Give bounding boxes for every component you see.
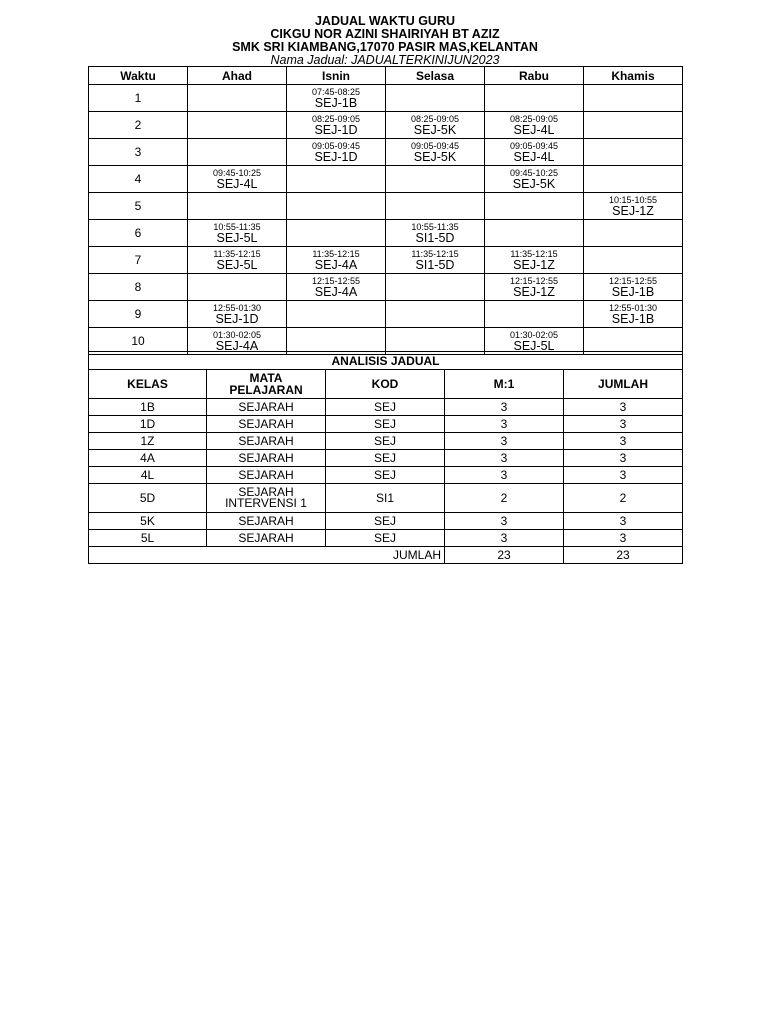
- slot-selasa: [386, 85, 485, 112]
- analysis-row: [89, 433, 683, 450]
- analysis-row: [89, 399, 683, 416]
- cell-m1: 3: [445, 416, 564, 433]
- slot-class: SEJ-1Z: [513, 284, 555, 299]
- slot-class: SEJ-1D: [314, 149, 358, 164]
- slot-time: 08:25-09:05: [509, 113, 559, 124]
- cell-jumlah: 3: [564, 399, 683, 416]
- slot-ahad: [188, 220, 287, 247]
- header-selasa: Selasa: [386, 67, 485, 85]
- period-number: 9: [89, 301, 188, 328]
- timetable-row: [89, 193, 683, 220]
- slot-class: SEJ-1B: [611, 284, 655, 299]
- slot-time: 08:25-09:05: [410, 113, 460, 124]
- slot-class: SEJ-1Z: [612, 203, 654, 218]
- cell-m1: 2: [445, 484, 564, 513]
- slot-time: 12:15-12:55: [509, 275, 559, 286]
- slot-time: 12:15-12:55: [311, 275, 361, 286]
- slot-selasa: [386, 166, 485, 193]
- slot-time: 10:55-11:35: [213, 221, 261, 232]
- mata-line1: SEJARAH: [238, 433, 294, 448]
- slot-class: SEJ-5L: [216, 230, 258, 245]
- slot-ahad: [188, 139, 287, 166]
- slot-time: 09:05-09:45: [410, 140, 460, 151]
- slot-selasa: [386, 274, 485, 301]
- cell-mata-pelajaran: [207, 450, 326, 467]
- timetable-row: [89, 166, 683, 193]
- slot-class: SEJ-4A: [314, 257, 358, 272]
- period-number: 7: [89, 247, 188, 274]
- slot-selasa: [386, 220, 485, 247]
- slot-class: SEJ-5K: [413, 122, 457, 137]
- timetable-row: [89, 274, 683, 301]
- analysis-row: [89, 484, 683, 513]
- mata-line2: INTERVENSI 1: [225, 496, 307, 510]
- slot-time: 11:35-12:15: [213, 248, 261, 259]
- period-number: 2: [89, 112, 188, 139]
- slot-time: 12:55-01:30: [212, 302, 262, 313]
- slot-class: SEJ-1B: [314, 95, 358, 110]
- timetable-header-row: [89, 67, 683, 85]
- cell-jumlah: 3: [564, 530, 683, 547]
- cell-m1: 3: [445, 467, 564, 484]
- slot-isnin: [287, 301, 386, 328]
- analysis-title: ANALISIS JADUAL: [89, 352, 683, 370]
- slot-isnin: [287, 112, 386, 139]
- cell-kelas: 5K: [89, 513, 207, 530]
- slot-rabu: [485, 139, 584, 166]
- slot-time: 01:30-02:05: [212, 329, 262, 340]
- slot-class: SEJ-1D: [314, 122, 358, 137]
- slot-time: 09:45-10:25: [509, 167, 559, 178]
- slot-khamis: [584, 166, 683, 193]
- analysis-row: [89, 513, 683, 530]
- cell-kod: SEJ: [326, 433, 445, 450]
- cell-jumlah: 3: [564, 467, 683, 484]
- slot-class: SEJ-4A: [215, 338, 259, 353]
- slot-class: SEJ-4L: [513, 149, 555, 164]
- cell-kelas: 5L: [89, 530, 207, 547]
- total-blank: [89, 547, 326, 564]
- cell-mata-pelajaran: [207, 399, 326, 416]
- analysis-row: [89, 416, 683, 433]
- period-number: 1: [89, 85, 188, 112]
- analysis-row: [89, 467, 683, 484]
- cell-m1: 3: [445, 513, 564, 530]
- period-number: 10: [89, 328, 188, 355]
- slot-isnin: [287, 139, 386, 166]
- mata-line1: SEJARAH: [238, 416, 294, 431]
- header-ahad: Ahad: [188, 67, 287, 85]
- teacher-name: CIKGU NOR AZINI SHAIRIYAH BT AZIZ: [270, 27, 500, 41]
- slot-time: 07:45-08:25: [311, 86, 361, 97]
- slot-time: 12:15-12:55: [608, 275, 658, 286]
- cell-mata-pelajaran: [207, 433, 326, 450]
- cell-kod: SEJ: [326, 450, 445, 467]
- slot-isnin: [287, 85, 386, 112]
- mata-line1: SEJARAH: [238, 399, 294, 414]
- analysis-total-row: [89, 547, 683, 564]
- analysis-row: [89, 450, 683, 467]
- slot-time: 11:35-12:15: [312, 248, 360, 259]
- slot-khamis: [584, 193, 683, 220]
- slot-time: 09:05-09:45: [311, 140, 361, 151]
- cell-mata-pelajaran: [207, 416, 326, 433]
- total-jumlah: 23: [564, 547, 683, 564]
- slot-time: 10:15-10:55: [608, 194, 658, 205]
- cell-kod: SI1: [326, 484, 445, 513]
- slot-selasa: [386, 193, 485, 220]
- header-kod: KOD: [326, 370, 445, 399]
- timetable-row: [89, 85, 683, 112]
- slot-ahad: [188, 166, 287, 193]
- period-number: 4: [89, 166, 188, 193]
- slot-isnin: [287, 274, 386, 301]
- school-name: SMK SRI KIAMBANG,17070 PASIR MAS,KELANTAN: [232, 40, 538, 54]
- mata-line1: SEJARAH: [238, 450, 294, 465]
- slot-time: 01:30-02:05: [509, 329, 559, 340]
- slot-time: 11:35-12:15: [510, 248, 558, 259]
- mata-line1: SEJARAH: [238, 485, 294, 499]
- timetable-row: [89, 301, 683, 328]
- analysis-title-row: [89, 352, 683, 370]
- slot-class: SI1-5D: [415, 257, 455, 272]
- slot-rabu: [485, 193, 584, 220]
- cell-m1: 3: [445, 433, 564, 450]
- cell-kelas: 5D: [89, 484, 207, 513]
- period-number: 5: [89, 193, 188, 220]
- timetable: [88, 66, 683, 355]
- cell-kelas: 1D: [89, 416, 207, 433]
- header-khamis: Khamis: [584, 67, 683, 85]
- period-number: 3: [89, 139, 188, 166]
- slot-isnin: [287, 220, 386, 247]
- header-mata-pelajaran: [207, 370, 326, 399]
- schedule-analysis: [88, 351, 683, 564]
- slot-khamis: [584, 301, 683, 328]
- slot-class: SEJ-1B: [611, 311, 655, 326]
- slot-time: 12:55-01:30: [608, 302, 658, 313]
- slot-khamis: [584, 112, 683, 139]
- header-isnin: Isnin: [287, 67, 386, 85]
- cell-m1: 3: [445, 450, 564, 467]
- mata-line1: SEJARAH: [238, 513, 294, 528]
- slot-rabu: [485, 274, 584, 301]
- cell-m1: 3: [445, 530, 564, 547]
- document-header: [88, 15, 682, 67]
- slot-isnin: [287, 193, 386, 220]
- slot-rabu: [485, 85, 584, 112]
- timetable-row: [89, 247, 683, 274]
- slot-khamis: [584, 247, 683, 274]
- cell-kod: SEJ: [326, 513, 445, 530]
- header-m1: M:1: [445, 370, 564, 399]
- slot-time: 09:45-10:25: [212, 167, 262, 178]
- slot-class: SEJ-4L: [513, 122, 555, 137]
- slot-isnin: [287, 247, 386, 274]
- cell-jumlah: 3: [564, 416, 683, 433]
- slot-ahad: [188, 85, 287, 112]
- cell-mata-pelajaran: [207, 484, 326, 513]
- slot-ahad: [188, 274, 287, 301]
- cell-mata-pelajaran: [207, 530, 326, 547]
- slot-khamis: [584, 274, 683, 301]
- header-mata-line1: MATA: [249, 371, 283, 385]
- header-kelas: KELAS: [89, 370, 207, 399]
- header-jumlah: JUMLAH: [564, 370, 683, 399]
- slot-time: 08:25-09:05: [311, 113, 361, 124]
- total-label: JUMLAH: [326, 547, 445, 564]
- cell-jumlah: 3: [564, 513, 683, 530]
- slot-class: SEJ-1D: [215, 311, 259, 326]
- cell-jumlah: 3: [564, 450, 683, 467]
- slot-rabu: [485, 301, 584, 328]
- cell-kod: SEJ: [326, 416, 445, 433]
- cell-mata-pelajaran: [207, 467, 326, 484]
- slot-rabu: [485, 166, 584, 193]
- slot-selasa: [386, 247, 485, 274]
- schedule-name: Nama Jadual: JADUALTERKINIJUN2023: [270, 53, 500, 67]
- slot-selasa: [386, 301, 485, 328]
- slot-ahad: [188, 112, 287, 139]
- cell-kelas: 4A: [89, 450, 207, 467]
- slot-time: 11:35-12:15: [411, 248, 459, 259]
- slot-rabu: [485, 220, 584, 247]
- slot-selasa: [386, 139, 485, 166]
- cell-kod: SEJ: [326, 399, 445, 416]
- slot-rabu: [485, 247, 584, 274]
- slot-khamis: [584, 220, 683, 247]
- slot-khamis: [584, 85, 683, 112]
- mata-line1: SEJARAH: [238, 530, 294, 545]
- cell-kelas: 1B: [89, 399, 207, 416]
- cell-m1: 3: [445, 399, 564, 416]
- cell-mata-pelajaran: [207, 513, 326, 530]
- slot-class: SEJ-4L: [216, 176, 258, 191]
- document-title: JADUAL WAKTU GURU: [314, 14, 456, 28]
- slot-time: 10:55-11:35: [411, 221, 459, 232]
- timetable-row: [89, 220, 683, 247]
- cell-kelas: 1Z: [89, 433, 207, 450]
- slot-class: SEJ-5L: [513, 338, 555, 353]
- slot-class: SI1-5D: [415, 230, 455, 245]
- mata-line1: SEJARAH: [238, 467, 294, 482]
- header-rabu: Rabu: [485, 67, 584, 85]
- analysis-row: [89, 530, 683, 547]
- slot-class: SEJ-5K: [512, 176, 556, 191]
- period-number: 6: [89, 220, 188, 247]
- timetable-row: [89, 112, 683, 139]
- slot-ahad: [188, 193, 287, 220]
- slot-class: SEJ-4A: [314, 284, 358, 299]
- slot-time: 09:05-09:45: [509, 140, 559, 151]
- cell-kod: SEJ: [326, 467, 445, 484]
- cell-kod: SEJ: [326, 530, 445, 547]
- timetable-row: [89, 139, 683, 166]
- cell-kelas: 4L: [89, 467, 207, 484]
- cell-jumlah: 2: [564, 484, 683, 513]
- period-number: 8: [89, 274, 188, 301]
- total-m1: 23: [445, 547, 564, 564]
- slot-isnin: [287, 166, 386, 193]
- analysis-header-row: [89, 370, 683, 399]
- header-waktu: Waktu: [89, 67, 188, 85]
- slot-rabu: [485, 112, 584, 139]
- cell-jumlah: 3: [564, 433, 683, 450]
- slot-ahad: [188, 247, 287, 274]
- slot-khamis: [584, 139, 683, 166]
- slot-selasa: [386, 112, 485, 139]
- header-mata-line2: PELAJARAN: [229, 383, 303, 397]
- slot-class: SEJ-1Z: [513, 257, 555, 272]
- slot-class: SEJ-5K: [413, 149, 457, 164]
- slot-ahad: [188, 301, 287, 328]
- slot-class: SEJ-5L: [216, 257, 258, 272]
